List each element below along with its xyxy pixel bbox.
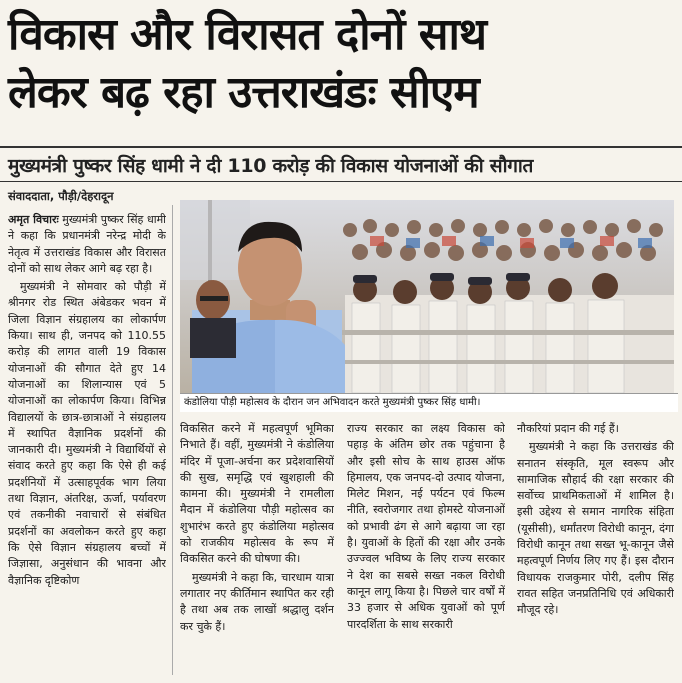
lead-word: अमृत विचारः [8, 213, 59, 226]
byline: संवाददाता, पौड़ी/देहरादून [8, 189, 114, 203]
column-1-text-1: मुख्यमंत्री पुष्कर सिंह धामी ने कहा कि प्रधानमंत्री नरेन्द्र मोदी के नेतृत्व में उत्तराखंड विकास और विरासत दोनों को साथ लेकर आगे बढ़ रहा है। [8, 213, 166, 275]
headline-divider [0, 146, 682, 148]
column-1-paragraph-1 [8, 212, 166, 277]
headline-line-1: विकास और विरासत दोनों साथ [8, 9, 486, 60]
column-2-paragraph-1: विकसित करने में महत्वपूर्ण भूमिका निभाते हैं। वहीं, मुख्यमंत्री ने कंडोलिया मंदिर में पूजा-अर्चना कर प्रदेशवासियों की सुख, समृद्धि एवं खुशहाली की कामना की। मुख्यमंत्री ने रामलीला मैदान में कंडोलिया पौड़ी महोत्सव का शुभारंभ करते हुए कंडोलिया महोत्सव को राजकीय महोत्सव के रूप में विकसित करने की घोषणा की। [180, 422, 334, 566]
column-2-paragraph-2: मुख्यमंत्री ने कहा कि, चारधाम यात्रा लगातार नए कीर्तिमान स्थापित कर रही है तथा अब तक लाखों श्रद्धालु दर्शन कर चुके हैं। [180, 570, 334, 633]
article-column-3 [347, 421, 505, 679]
article-column-2 [180, 421, 334, 679]
subhead-divider [0, 181, 682, 182]
news-photo [180, 200, 674, 393]
article-column-4 [517, 421, 674, 679]
article-column-1 [8, 212, 166, 680]
subheadline: मुख्यमंत्री पुष्कर सिंह धामी ने दी 110 करोड़ की विकास योजनाओं की सौगात [8, 155, 534, 177]
column-4-paragraph-2: मुख्यमंत्री ने कहा कि उत्तराखंड की सनातन संस्कृति, मूल स्वरूप और सामाजिक सौहार्द की रक्षा सरकार की सर्वोच्च प्राथमिकताओं में शामिल है। इसी उद्देश्य से समान नागरिक संहिता (यूसीसी), धर्मांतरण विरोधी कानून, दंगा विरोधी कानून तथा सख्त भू-कानून जैसे महत्वपूर्ण निर्णय लिए गए हैं। इस दौरान विधायक राजकुमार पोरी, दलीप सिंह रावत सहित जनप्रतिनिधि एवं अधिकारी मौजूद रहे। [517, 440, 674, 617]
column-1-paragraph-2: मुख्यमंत्री ने सोमवार को पौड़ी में श्रीनगर रोड स्थित अंबेडकर भवन में जिला विज्ञान संग्रहालय का लोकार्पण किया। साथ ही, जनपद को 110.55 करोड़ की लागत वाली 19 विकास योजनाओं की सौगात देते हुए 14 योजनाओं का शिलान्यास एवं 5 योजनाओं का लोकार्पण किया। विभिन्न विद्यालयों के छात्र-छात्राओं ने संग्रहालय में स्थापित वैज्ञानिक प्रदर्शनों की जानकारी दी। मुख्यमंत्री ने विद्यार्थियों से संवाद करते हुए कहा कि ऐसे ही कई प्रदर्शनियों में उत्साहपूर्वक भाग लिया तथा विज्ञान, अंतरिक्ष, ऊर्जा, पर्यावरण एवं तकनीकी नवाचारों से संबंधित प्रदर्शनों का अवलोकन करते हुए कहा कि ऐसे विज्ञान संग्रहालय बच्चों में जिज्ञासा, अनुसंधान की भावना और वैज्ञानिक दृष्टिकोण [8, 280, 166, 587]
column-3-paragraph-1: राज्य सरकार का लक्ष्य विकास को पहाड़ के अंतिम छोर तक पहुंचाना है और इसी सोच के साथ हाउस ऑफ हिमालय, एक जनपद-दो उत्पाद योजना, मिलेट मिशन, नई पर्यटन एवं फिल्म नीति, स्वरोजगार तथा होमस्टे योजनाओं को प्रभावी ढंग से आगे बढ़ाया जा रहा है। युवाओं के हितों की रक्षा और उनके उज्ज्वल भविष्य के लिए राज्य सरकार ने देश का सबसे सख्त नकल विरोधी कानून लागू किया है। पिछले चार वर्षों में 33 हजार से अधिक युवाओं को पूर्ण पारदर्शिता के साथ सरकारी [347, 422, 505, 631]
crowd-photo-illustration [180, 200, 674, 393]
headline [8, 6, 676, 122]
photo-caption: कंडोलिया पौड़ी महोत्सव के दौरान जन अभिवादन करते मुख्यमंत्री पुष्कर सिंह धामी। [180, 393, 678, 412]
column-4-paragraph-1: नौकरियां प्रदान की गई हैं। [517, 422, 619, 435]
headline-line-2: लेकर बढ़ रहा उत्तराखंडः सीएम [8, 67, 479, 118]
column-divider [172, 205, 173, 675]
